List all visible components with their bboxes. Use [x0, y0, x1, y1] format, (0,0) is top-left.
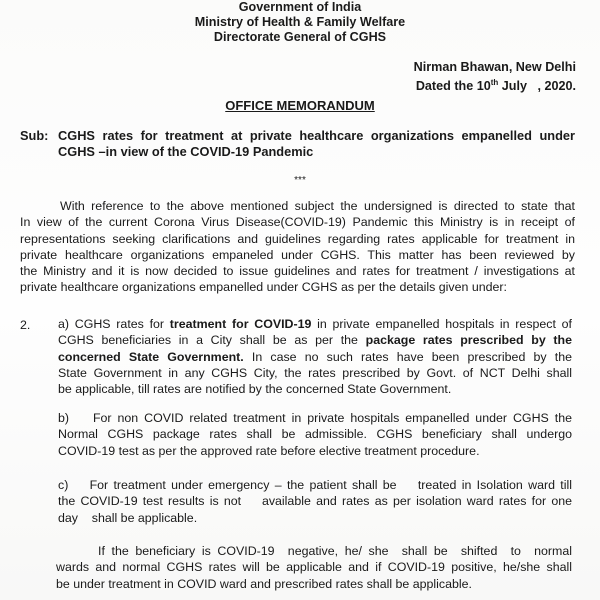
intro-line: private healthcare organizations empaneled under CGHS. This matter has been reviewed by — [20, 247, 575, 262]
intro-line: the Ministry and it is now decided to issue guidelines and rates for treatment / investigations at — [20, 264, 575, 279]
intro-line: With reference to the above mentioned subject the undersigned is directed to state that — [60, 199, 575, 213]
subject-block — [20, 128, 575, 160]
bold-text: concerned State Government. — [58, 349, 244, 364]
clause-c — [58, 477, 572, 526]
clause-d — [56, 543, 572, 592]
clause-b — [58, 410, 572, 459]
clause-a-line-3 — [58, 349, 572, 365]
clause-a-line-4: State Government in any CGHS City, the rates prescribed by Govt. of NCT Delhi shall — [58, 365, 572, 380]
date-superscript: th — [490, 78, 499, 87]
subject-label: Sub: — [20, 128, 49, 143]
separator: *** — [294, 175, 306, 186]
clause-d-line-2: wards and normal CGHS rates will be applicable and if COVID-19 positive, he/she shall — [56, 560, 572, 575]
intro-line: private healthcare organizations empanelled under CGHS as per the details given under: — [20, 280, 507, 295]
clause-b-line-2: Normal CGHS package rates shall be admissible. CGHS beneficiary shall undergo — [58, 427, 572, 442]
clause-c-line-1: c) For treatment under emergency – the patient shall be treated in Isolation ward till — [58, 478, 572, 492]
text: a) CGHS rates for — [58, 317, 170, 331]
text: In case no such rates have been prescribed by the — [243, 349, 572, 364]
header-ministry: Ministry of Health & Family Welfare — [194, 15, 406, 29]
date-prefix: Dated the 10 — [415, 79, 491, 94]
section-number: 2. — [20, 318, 31, 332]
intro-paragraph — [20, 198, 575, 296]
subject-line-1: CGHS rates for treatment at private healthcare organizations empanelled under — [58, 128, 575, 143]
bold-text: treatment for COVID-19 — [169, 317, 312, 331]
date-suffix: July , 2020. — [498, 79, 576, 94]
clause-b-line-3: COVID-19 test as per the approved rate before elective treatment procedure. — [58, 443, 480, 458]
clause-d-line-1: If the beneficiary is COVID-19 negative, he/ she shall be shifted to normal — [98, 544, 572, 558]
date-line — [416, 75, 576, 94]
clause-b-line-1: b) For non COVID related treatment in private hospitals empanelled under CGHS the — [58, 411, 572, 425]
text: in private empanelled hospitals in respect of — [311, 317, 573, 331]
intro-line: In view of the current Corona Virus Disease(COVID-19) Pandemic this Ministry is in receipt of — [20, 215, 575, 230]
clause-c-line-3: day shall be applicable. — [58, 510, 198, 525]
header-government: Government of India — [238, 0, 362, 14]
subject-line-2: CGHS –in view of the COVID-19 Pandemic — [58, 144, 314, 159]
bold-text: package rates prescribed by the — [365, 333, 572, 348]
page-title: OFFICE MEMORANDUM — [225, 98, 375, 113]
intro-line: representations seeking clarifications and guidelines regarding rates applicable for treatment in — [20, 231, 575, 246]
clause-a-line-2 — [58, 332, 572, 348]
header-directorate: Directorate General of CGHS — [213, 30, 387, 44]
text: CGHS beneficiaries in a City shall be as per the — [58, 333, 366, 348]
clause-c-line-2: the COVID-19 test results is not available and rates as per isolation ward rates for one — [58, 494, 572, 509]
clause-a-line-5: be applicable, till rates are notified by the concerned State Government. — [58, 382, 452, 397]
place-location: Nirman Bhawan, New Delhi — [413, 60, 576, 74]
clause-d-line-3: be under treatment in COVID ward and prescribed rates shall be applicable. — [56, 576, 472, 591]
clause-a — [58, 316, 572, 397]
clause-a-line-1 — [58, 316, 572, 332]
